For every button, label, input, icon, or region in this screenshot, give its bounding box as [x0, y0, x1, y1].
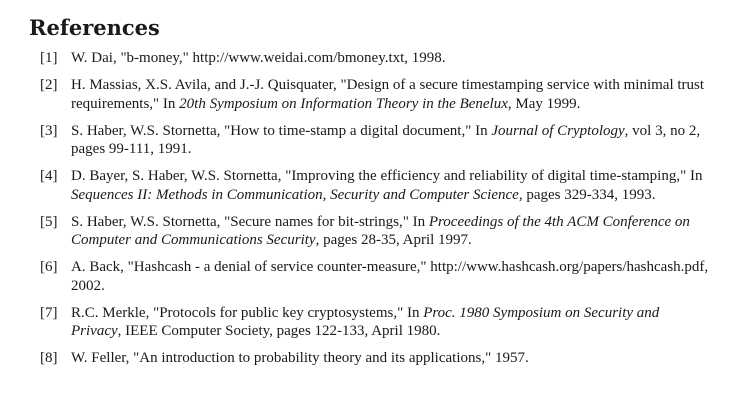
- reference-item: [0, 213, 741, 250]
- reference-text: [71, 167, 711, 204]
- reference-venue: Proc. 1980 Symposium on Security and Privacy: [71, 304, 660, 339]
- reference-item: [0, 76, 741, 113]
- reference-text: [71, 349, 711, 368]
- reference-text: [71, 122, 711, 159]
- section-heading: References: [29, 15, 160, 40]
- reference-number: [4]: [40, 168, 58, 184]
- reference-item: [0, 258, 741, 295]
- reference-number: [8]: [40, 350, 58, 366]
- reference-text-segment: H. Massias, X.S. Avila, and J.-J. Quisquater, "Design of a secure timestamping service with minimal trust requirements," In: [71, 77, 705, 112]
- reference-text-segment: , IEEE Computer Society, pages 122-133, April 1980.: [117, 323, 441, 339]
- reference-text: [71, 304, 711, 341]
- reference-number: [6]: [40, 259, 58, 275]
- reference-text-segment: , May 1999.: [507, 95, 581, 112]
- reference-list: [0, 49, 741, 376]
- reference-text-segment: D. Bayer, S. Haber, W.S. Stornetta, "Improving the efficiency and reliability of digital time-stamping," In: [71, 168, 703, 184]
- reference-item: [0, 49, 741, 68]
- reference-text-segment: W. Dai, "b-money," http://www.weidai.com/bmoney.txt, 1998.: [71, 50, 446, 66]
- reference-number: [1]: [40, 50, 58, 66]
- reference-text: [71, 213, 711, 250]
- reference-text-segment: W. Feller, "An introduction to probability theory and its applications," 1957.: [71, 350, 529, 366]
- reference-item: [0, 304, 741, 341]
- reference-venue: Proceedings of the 4th ACM Conference on Computer and Communications Security: [71, 213, 690, 248]
- reference-text-segment: S. Haber, W.S. Stornetta, "Secure names for bit-strings," In: [71, 213, 429, 230]
- reference-number: [3]: [40, 122, 58, 139]
- reference-venue: Sequences II: Methods in Communication, Security and Computer Science: [71, 186, 519, 203]
- reference-number: [2]: [40, 77, 58, 93]
- reference-text-segment: S. Haber, W.S. Stornetta, "How to time-stamp a digital document," In: [71, 122, 492, 139]
- reference-text: [71, 49, 711, 68]
- reference-number: [5]: [40, 213, 58, 230]
- reference-text-segment: , pages 28-35, April 1997.: [315, 232, 472, 248]
- reference-text-segment: , vol 3, no 2, pages 99-111, 1991.: [71, 122, 701, 157]
- reference-number: [7]: [40, 304, 58, 321]
- reference-item: [0, 167, 741, 204]
- reference-text: [71, 76, 711, 113]
- reference-text-segment: R.C. Merkle, "Protocols for public key cryptosystems," In: [71, 304, 424, 321]
- reference-item: [0, 122, 741, 159]
- reference-item: [0, 349, 741, 368]
- reference-venue: 20th Symposium on Information Theory in the Benelux: [179, 95, 508, 112]
- reference-text-segment: A. Back, "Hashcash - a denial of service counter-measure," http://www.hashcash.org/papers/hashcash.pdf, 2002.: [71, 259, 709, 294]
- reference-text-segment: , pages 329-334, 1993.: [518, 186, 656, 203]
- reference-venue: Journal of Cryptology: [491, 122, 625, 139]
- reference-text: [71, 258, 711, 295]
